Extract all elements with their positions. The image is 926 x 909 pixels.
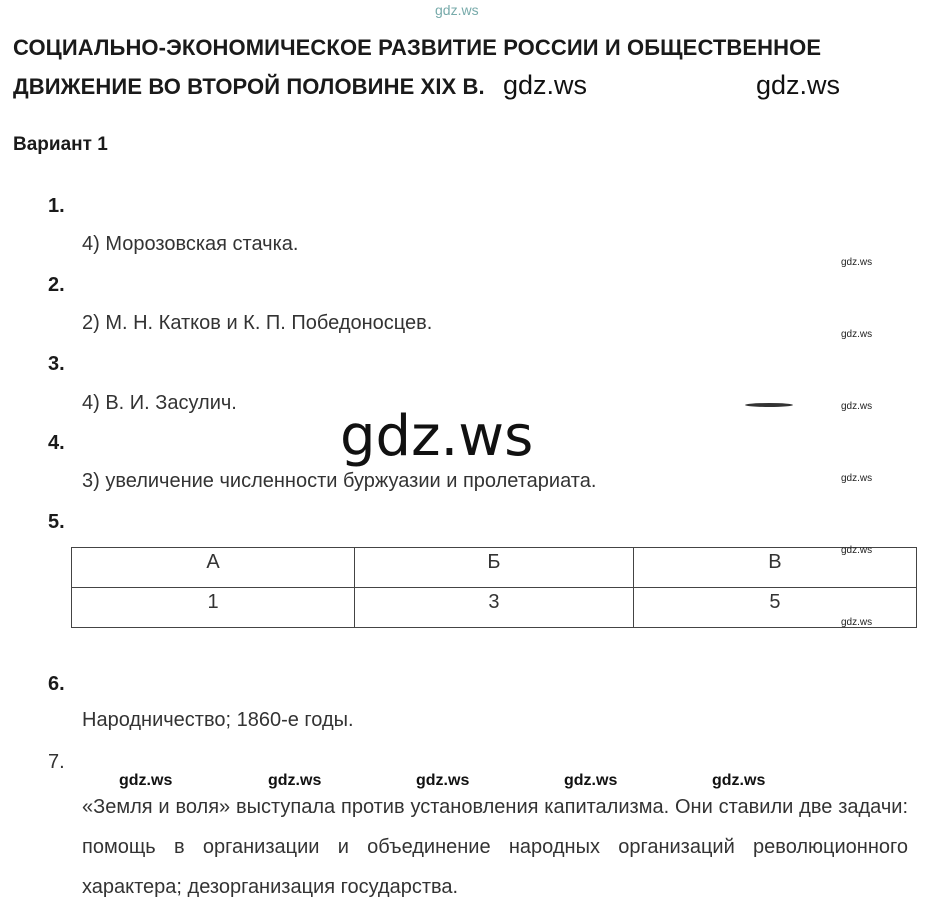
item-answer-3: 4) В. И. Засулич.	[82, 392, 237, 414]
page-title-line1: СОЦИАЛЬНО-ЭКОНОМИЧЕСКОЕ РАЗВИТИЕ РОССИИ И ОБЩЕСТВЕННОЕ	[13, 35, 822, 60]
answer-table	[71, 547, 917, 628]
item-number-2: 2.	[48, 274, 65, 296]
table-cell: 5	[633, 588, 916, 628]
watermark-side: gdz.ws	[841, 329, 873, 340]
item-number-6: 6.	[48, 673, 65, 695]
table-row	[72, 548, 917, 588]
watermark-row: gdz.ws	[564, 772, 618, 789]
watermark-side: gdz.ws	[841, 545, 873, 556]
variant-heading: Вариант 1	[13, 134, 108, 155]
watermark-side: gdz.ws	[841, 617, 873, 628]
item-answer-1: 4) Морозовская стачка.	[82, 233, 299, 255]
item-number-7: 7.	[48, 751, 65, 773]
table-header-cell: А	[72, 548, 355, 588]
table-header-cell: В	[633, 548, 916, 588]
ink-blot	[745, 403, 793, 407]
page-title-line2: ДВИЖЕНИЕ ВО ВТОРОЙ ПОЛОВИНЕ XIX В.	[13, 74, 485, 99]
watermark-row: gdz.ws	[268, 772, 322, 789]
item-number-5: 5.	[48, 511, 65, 533]
watermark-top: gdz.ws	[435, 2, 479, 18]
watermark-row: gdz.ws	[712, 772, 766, 789]
watermark-row: gdz.ws	[416, 772, 470, 789]
table-row	[72, 588, 917, 628]
watermark-row: gdz.ws	[119, 772, 173, 789]
watermark-center: gdz.ws	[340, 404, 534, 469]
table-cell: 1	[72, 588, 355, 628]
item-number-3: 3.	[48, 353, 65, 375]
item-answer-4: 3) увеличение численности буржуазии и пролетариата.	[82, 470, 597, 492]
table-cell: 3	[355, 588, 634, 628]
item-answer-7: «Земля и воля» выступала против установления капитализма. Они ставили две задачи: помощь в организации и объединение народных организаций революционного характера; дезорганизация государства.	[82, 796, 908, 898]
watermark-side: gdz.ws	[841, 473, 873, 484]
item-answer-2: 2) М. Н. Катков и К. П. Победоносцев.	[82, 312, 433, 334]
watermark-title-inline: gdz.ws	[503, 70, 588, 100]
watermark-title-right: gdz.ws	[756, 70, 841, 100]
item-answer-6: Народничество; 1860-е годы.	[82, 709, 354, 731]
item-number-1: 1.	[48, 195, 65, 217]
watermark-side: gdz.ws	[841, 401, 873, 412]
table-header-cell: Б	[355, 548, 634, 588]
item-number-4: 4.	[48, 432, 65, 454]
watermark-side: gdz.ws	[841, 257, 873, 268]
